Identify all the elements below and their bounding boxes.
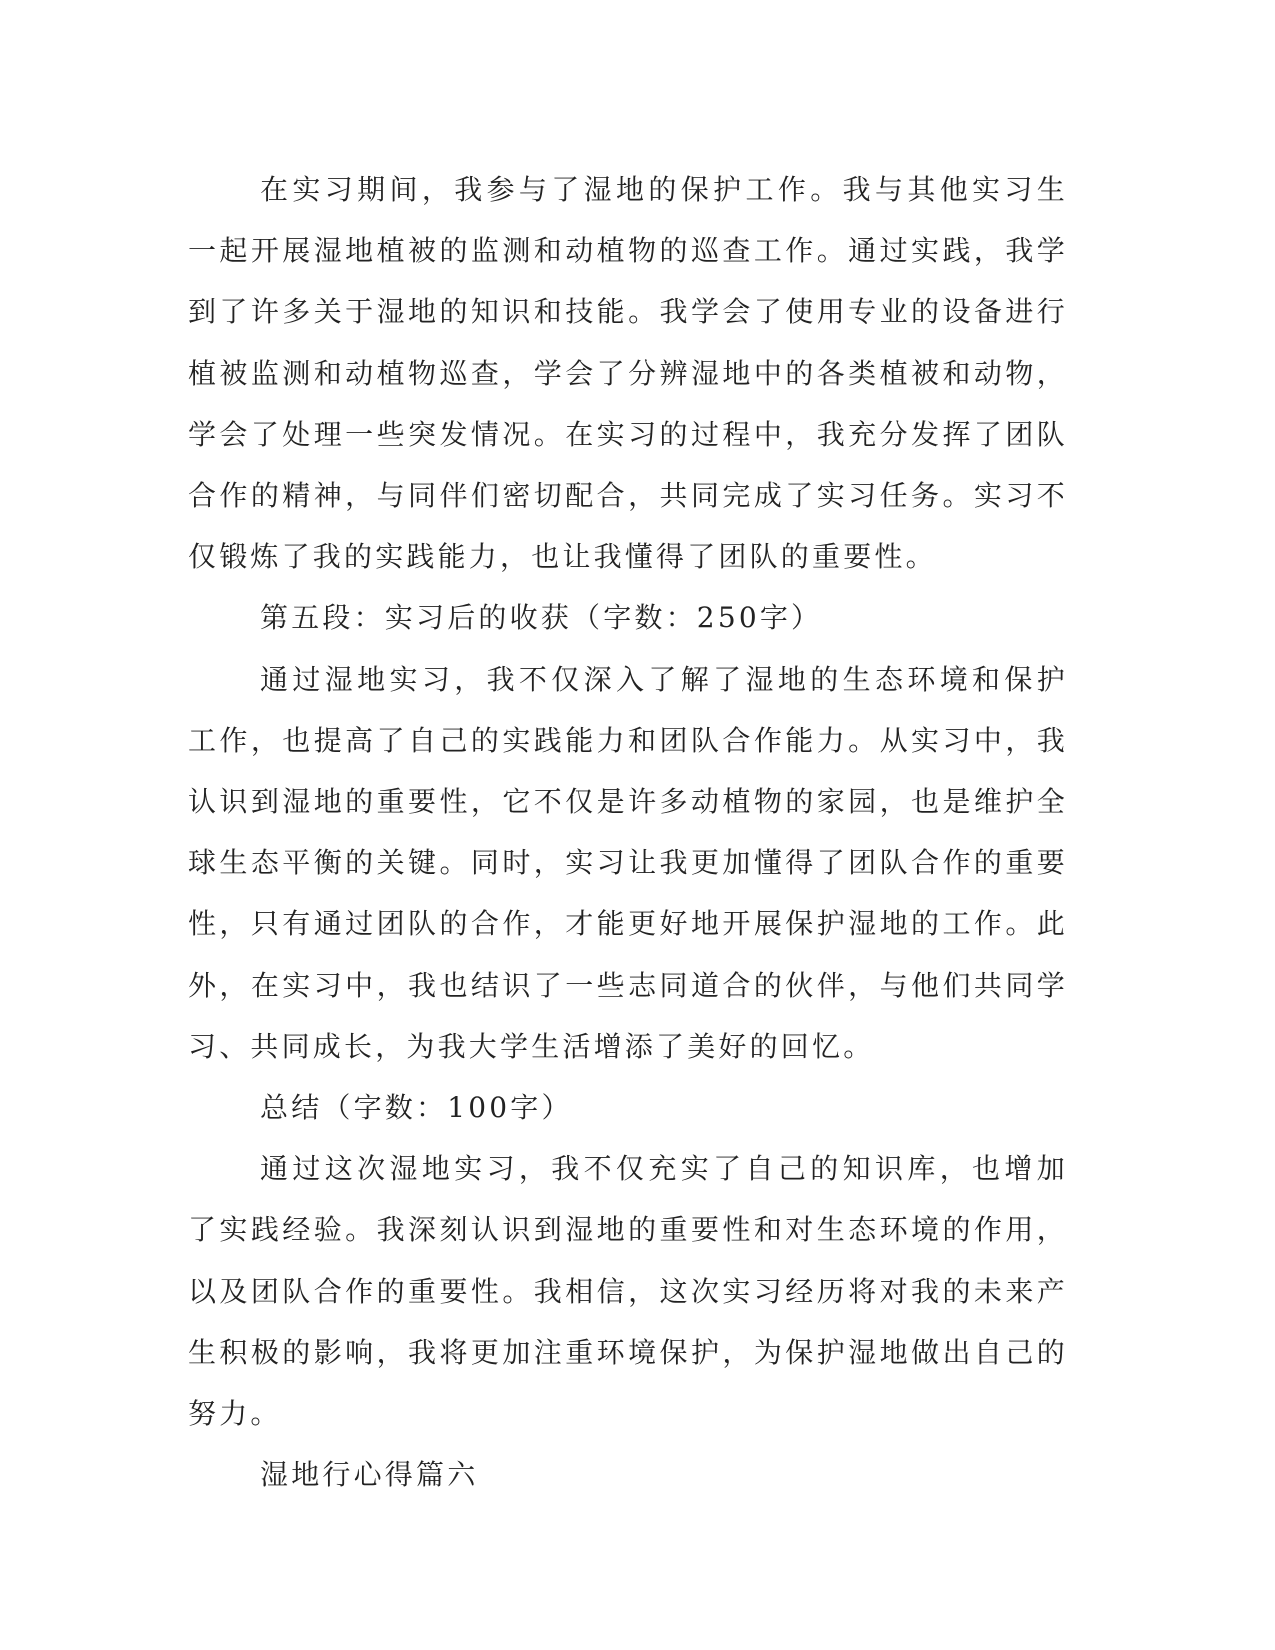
section-heading-gains: 第五段：实习后的收获（字数：250字） (260, 601, 823, 635)
document-body (188, 159, 1068, 1505)
paragraph-gains: 通过湿地实习，我不仅深入了解了湿地的生态环境和保护工作，也提高了自己的实践能力和团队合作能力。从实习中，我认识到湿地的重要性，它不仅是许多动植物的家园，也是维护全球生态平衡的关键。同时，实习让我更加懂得了团队合作的重要性，只有通过团队的合作，才能更好地开展保护湿地的工作。此外，在实习中，我也结识了一些志同道合的伙伴，与他们共同学习、共同成长，为我大学生活增添了美好的回忆。 (188, 662, 1068, 1063)
paragraph-summary: 通过这次湿地实习，我不仅充实了自己的知识库，也增加了实践经验。我深刻认识到湿地的重要性和对生态环境的作用，以及团队合作的重要性。我相信，这次实习经历将对我的未来产生积极的影响，我将更加注重环境保护，为保护湿地做出自己的努力。 (188, 1152, 1068, 1431)
section-heading-summary: 总结（字数：100字） (260, 1091, 573, 1125)
section-heading-part-six: 湿地行心得篇六 (260, 1458, 479, 1492)
paragraph-internship-work: 在实习期间，我参与了湿地的保护工作。我与其他实习生一起开展湿地植被的监测和动植物的巡查工作。通过实践，我学到了许多关于湿地的知识和技能。我学会了使用专业的设备进行植被监测和动植物巡查，学会了分辨湿地中的各类植被和动物，学会了处理一些突发情况。在实习的过程中，我充分发挥了团队合作的精神，与同伴们密切配合，共同完成了实习任务。实习不仅锻炼了我的实践能力，也让我懂得了团队的重要性。 (188, 173, 1068, 574)
